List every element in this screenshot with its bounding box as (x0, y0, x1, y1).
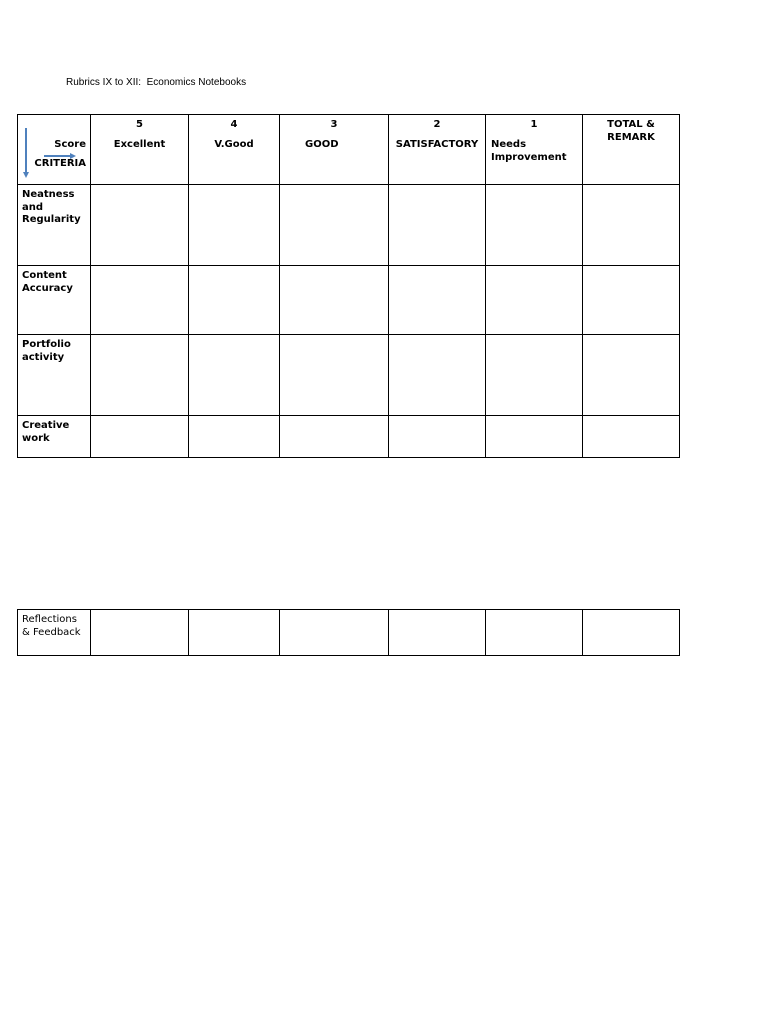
table-row (18, 335, 680, 416)
total-cell[interactable] (583, 335, 680, 416)
score-cell[interactable] (486, 185, 583, 266)
document-title: Rubrics IX to XII: Economics Notebooks (66, 77, 247, 88)
level-label: SATISFACTORY (395, 139, 479, 150)
level-score: 2 (433, 119, 441, 130)
score-cell[interactable] (389, 185, 486, 266)
score-label: Score (54, 139, 86, 150)
score-cell[interactable] (280, 185, 389, 266)
table-row (18, 610, 680, 656)
table-row (18, 266, 680, 335)
score-cell[interactable] (189, 266, 280, 335)
level-score: 3 (330, 119, 338, 130)
reflection-table (17, 609, 680, 656)
score-cell[interactable] (91, 610, 189, 656)
score-cell[interactable] (486, 610, 583, 656)
total-cell[interactable] (583, 185, 680, 266)
criterion-label: Portfolio activity (18, 335, 91, 416)
level-label: Needs Improvement (491, 139, 567, 163)
score-cell[interactable] (486, 416, 583, 458)
level-score: 1 (530, 119, 538, 130)
reflection-label: Reflections & Feedback (18, 610, 91, 656)
score-cell[interactable] (280, 416, 389, 458)
table-row (18, 416, 680, 458)
criterion-label: Creative work (18, 416, 91, 458)
level-4-header (189, 115, 280, 185)
level-5-header (91, 115, 189, 185)
level-label: Excellent (113, 139, 166, 150)
criterion-label: Neatness and Regularity (18, 185, 91, 266)
rubric-table (17, 114, 680, 458)
score-cell[interactable] (189, 416, 280, 458)
total-remark-header (583, 115, 680, 185)
score-cell[interactable] (389, 416, 486, 458)
score-cell[interactable] (280, 610, 389, 656)
total-cell[interactable] (583, 416, 680, 458)
criterion-label: Content Accuracy (18, 266, 91, 335)
total-cell[interactable] (583, 266, 680, 335)
score-cell[interactable] (389, 266, 486, 335)
level-2-header (389, 115, 486, 185)
score-cell[interactable] (389, 335, 486, 416)
score-cell[interactable] (486, 266, 583, 335)
total-cell[interactable] (583, 610, 680, 656)
score-cell[interactable] (389, 610, 486, 656)
level-label: GOOD (305, 139, 339, 150)
score-cell[interactable] (486, 335, 583, 416)
level-label: V.Good (214, 139, 254, 150)
score-cell[interactable] (189, 185, 280, 266)
score-cell[interactable] (91, 335, 189, 416)
score-cell[interactable] (280, 335, 389, 416)
score-cell[interactable] (280, 266, 389, 335)
header-row (18, 115, 680, 185)
score-criteria-corner-cell (18, 115, 91, 185)
table-row (18, 185, 680, 266)
level-1-header (486, 115, 583, 185)
total-remark-label: TOTAL & REMARK (607, 119, 655, 143)
score-cell[interactable] (189, 335, 280, 416)
score-cell[interactable] (91, 266, 189, 335)
level-score: 5 (136, 119, 143, 130)
score-cell[interactable] (91, 416, 189, 458)
level-score: 4 (230, 119, 238, 130)
score-cell[interactable] (189, 610, 280, 656)
criteria-label: CRITERIA (34, 158, 86, 169)
level-3-header (280, 115, 389, 185)
score-cell[interactable] (91, 185, 189, 266)
